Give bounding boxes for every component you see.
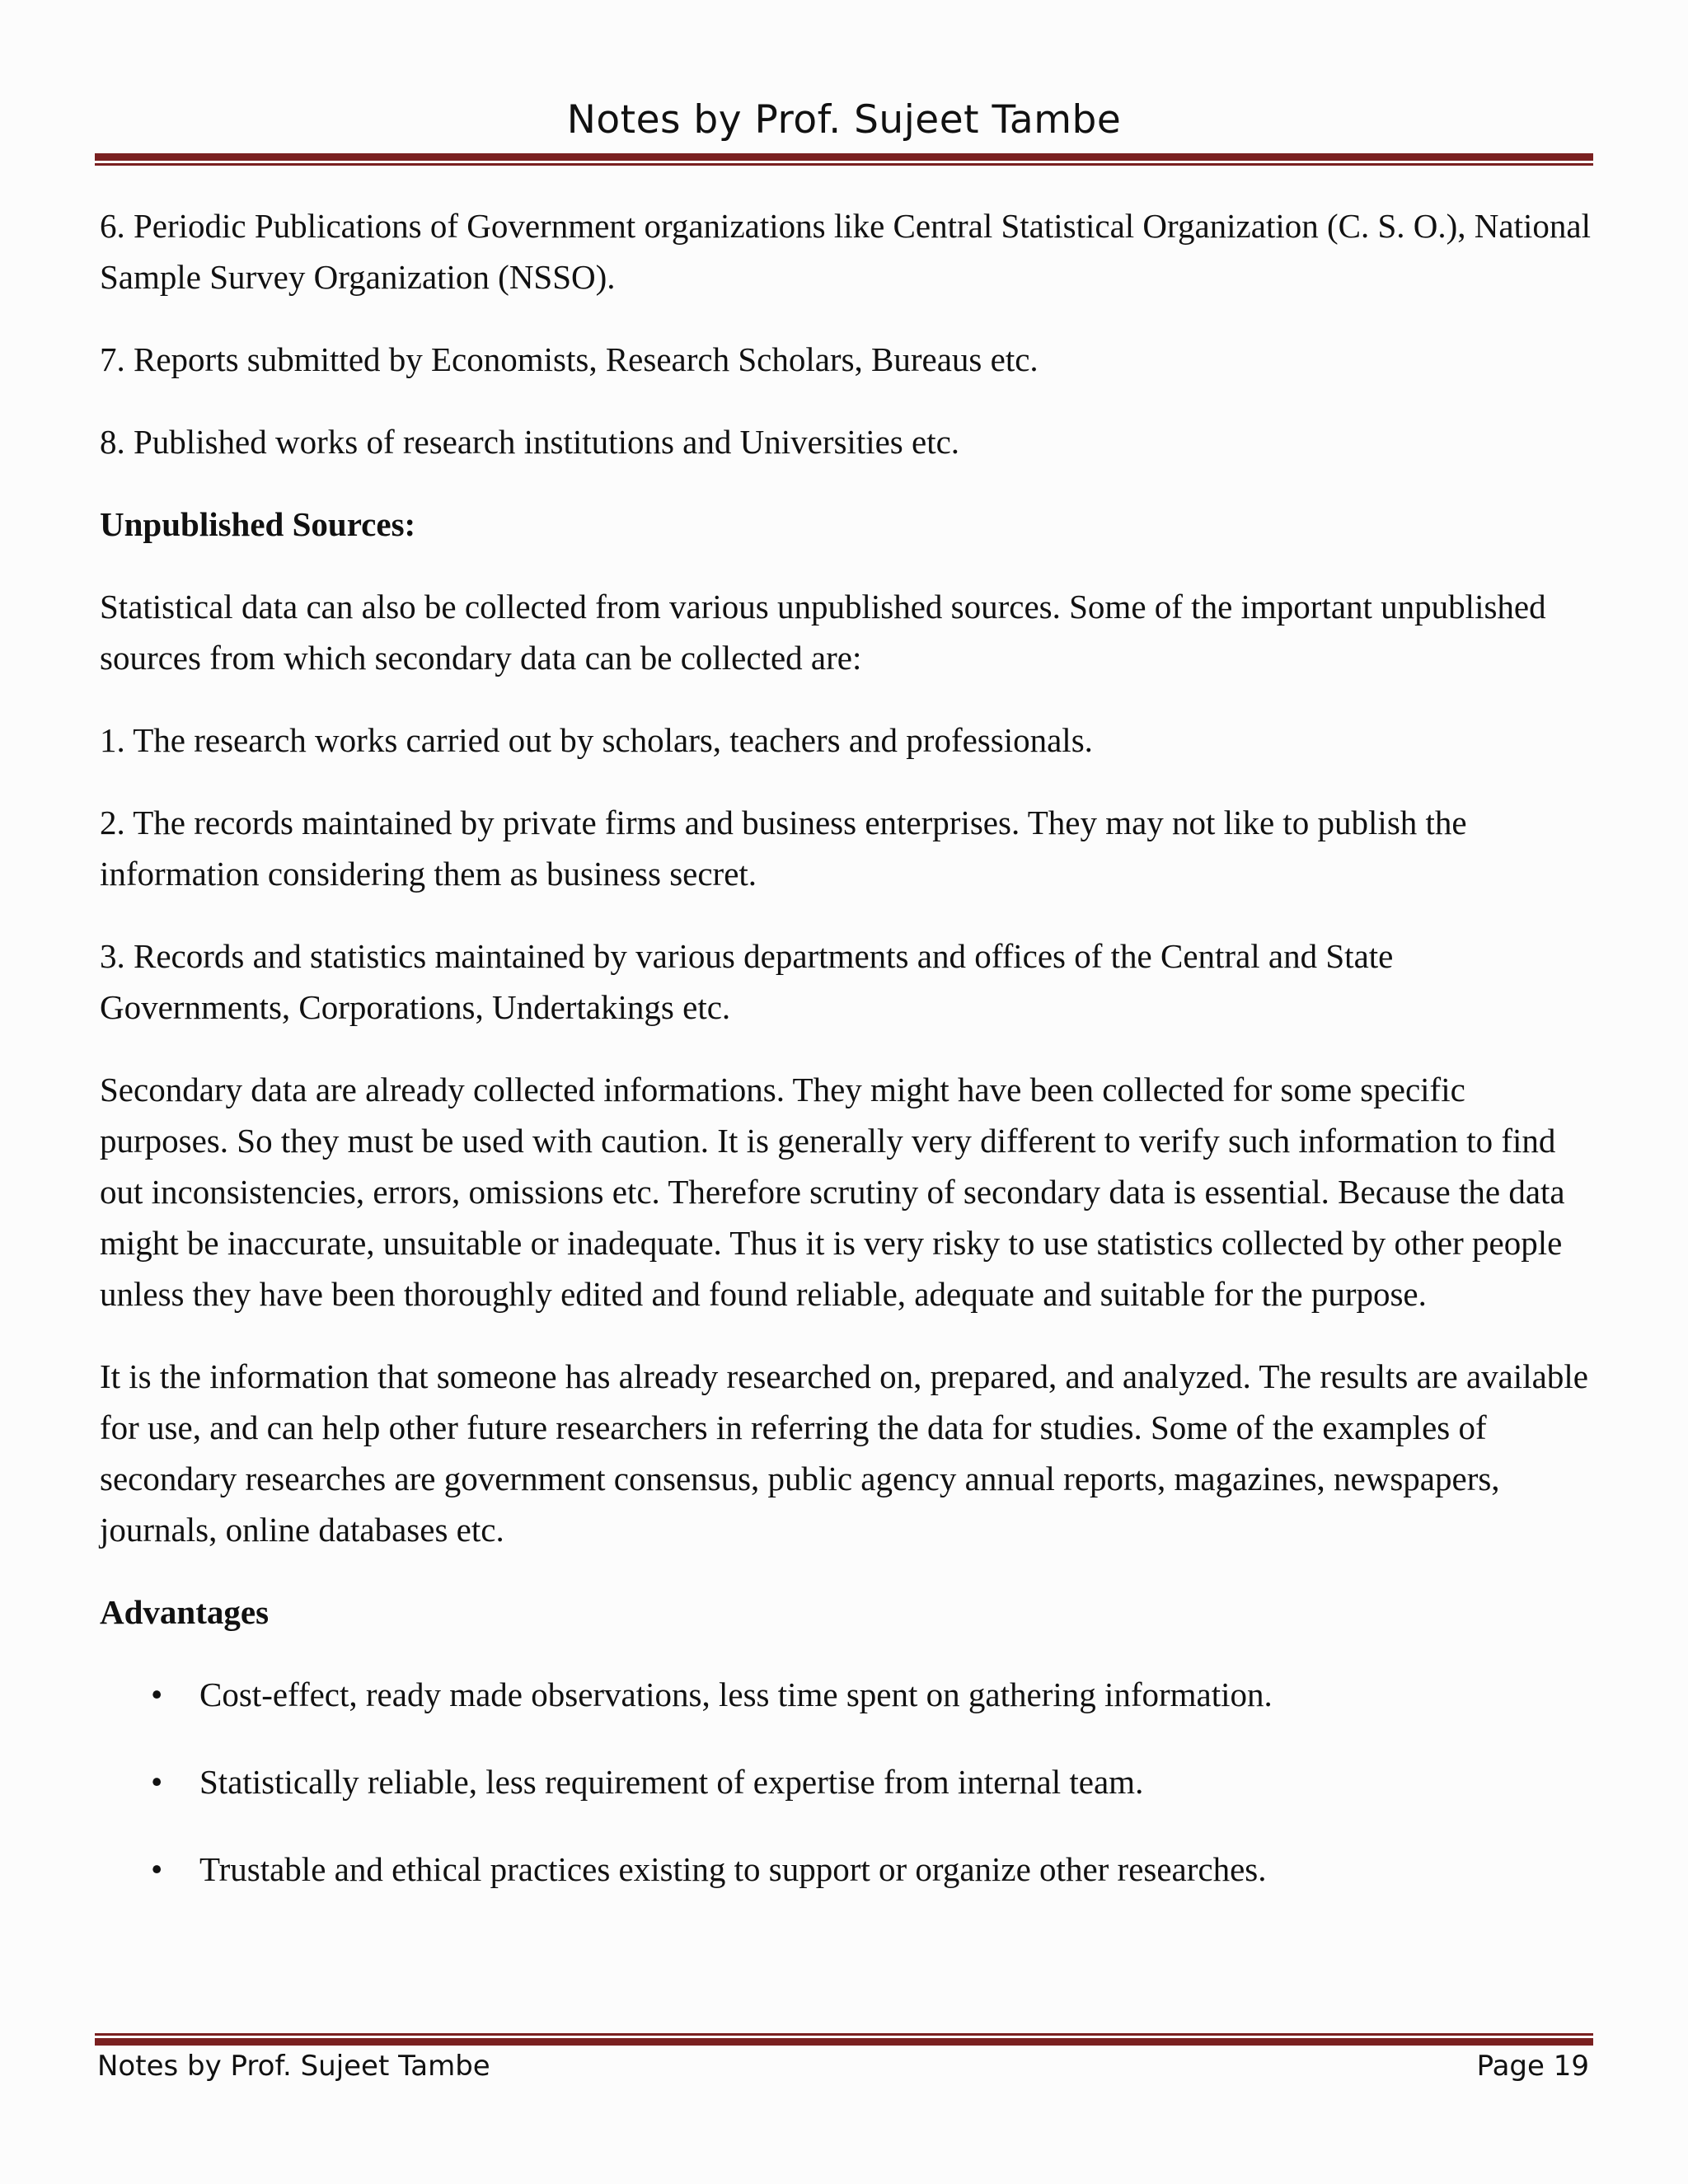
header-title: Notes by Prof. Sujeet Tambe — [566, 97, 1122, 143]
footer-author: Notes by Prof. Sujeet Tambe — [97, 2050, 490, 2083]
advantages-heading: Advantages — [100, 1593, 270, 1631]
unpublished-item-1: 1. The research works carried out by scholars, teachers and professionals. — [100, 721, 1093, 759]
advantages-list — [100, 1669, 1592, 1895]
header-rule — [95, 153, 1593, 166]
bullet-icon: • — [151, 1850, 163, 1888]
advantage-text: Statistically reliable, less requirement of expertise from internal team. — [199, 1763, 1144, 1801]
unpublished-item-2: 2. The records maintained by private firms and business enterprises. They may not like to publish the information considering them as business secret. — [100, 804, 1467, 893]
paragraph-7: 7. Reports submitted by Economists, Research Scholars, Bureaus etc. — [100, 340, 1039, 378]
bullet-icon: • — [151, 1763, 163, 1801]
unpublished-item-3: 3. Records and statistics maintained by various departments and offices of the Central and State Governments, Corporations, Undertakings etc. — [100, 937, 1394, 1026]
list-item — [100, 1756, 1592, 1807]
bullet-icon: • — [151, 1675, 163, 1713]
unpublished-intro: Statistical data can also be collected from various unpublished sources. Some of the important unpublished sources from which secondary data can be collected are: — [100, 588, 1546, 677]
paragraph-8: 8. Published works of research institutions and Universities etc. — [100, 423, 960, 461]
body-content — [100, 200, 1592, 1931]
paragraph-6: 6. Periodic Publications of Government organizations like Central Statistical Organization (C. S. O.), National Sample Survey Organization (NSSO). — [100, 207, 1591, 296]
info-paragraph: It is the information that someone has already researched on, prepared, and analyzed. The results are available for use, and can help other future researchers in referring the data for studies. Some of the examples of secondary researches are government consensus, public agency annual reports, magazines, newspapers, journals, online databases etc. — [100, 1357, 1588, 1549]
list-item — [100, 1669, 1592, 1720]
list-item — [100, 1844, 1592, 1895]
page-number: Page 19 — [1476, 2050, 1589, 2083]
caution-paragraph: Secondary data are already collected informations. They might have been collected for some specific purposes. So they must be used with caution. It is generally very different to verify such information to find out inconsistencies, errors, omissions etc. Therefore scrutiny of secondary data is essential. Because the data might be inaccurate, unsuitable or inadequate. Thus it is very risky to use statistics collected by other people unless they have been thoroughly edited and found reliable, adequate and suitable for the purpose. — [100, 1071, 1565, 1313]
advantage-text: Trustable and ethical practices existing to support or organize other researches. — [199, 1850, 1267, 1888]
footer-rule — [95, 2033, 1593, 2046]
unpublished-sources-heading: Unpublished Sources: — [100, 505, 416, 543]
advantage-text: Cost-effect, ready made observations, less time spent on gathering information. — [199, 1675, 1273, 1713]
